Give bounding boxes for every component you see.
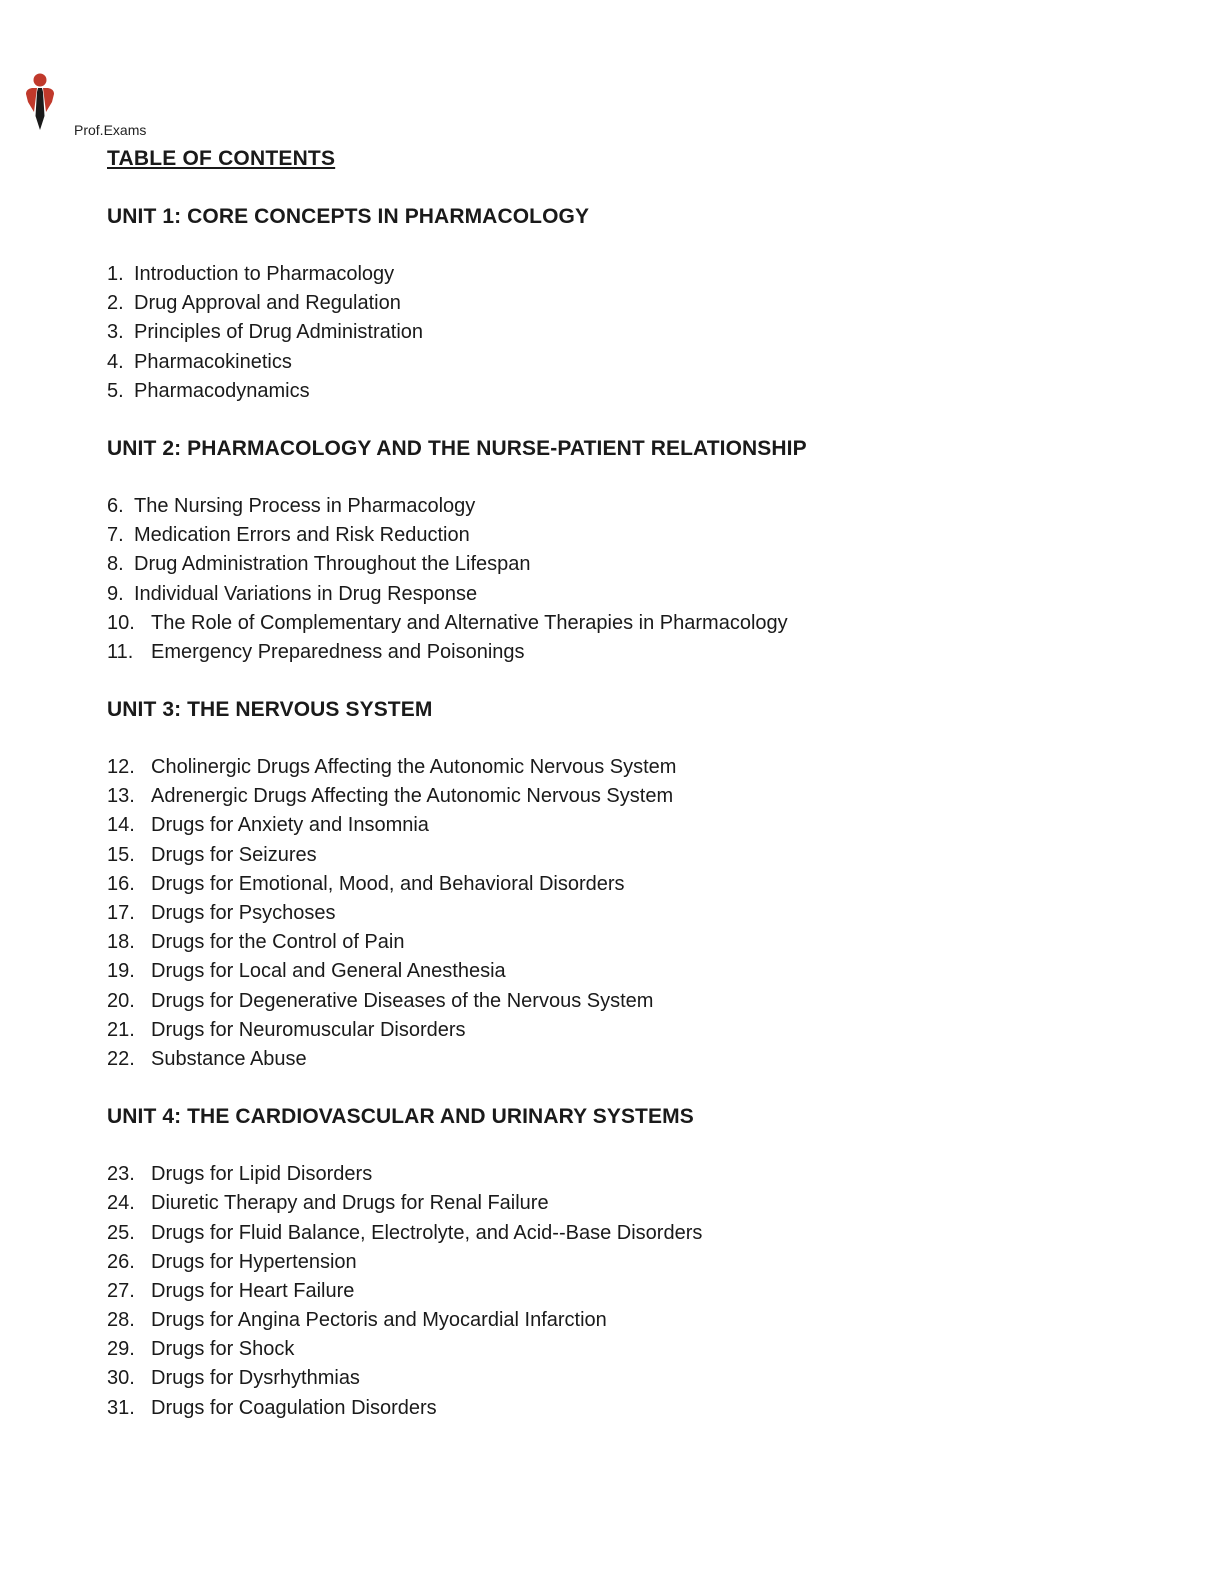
chapter-title: Drugs for Coagulation Disorders: [151, 1396, 437, 1419]
chapter-list: [107, 260, 1167, 406]
toc-title: TABLE OF CONTENTS: [107, 147, 336, 170]
chapter-item: [107, 957, 1167, 986]
unit-heading: UNIT 3: THE NERVOUS SYSTEM: [107, 698, 433, 722]
chapter-item: [107, 1189, 1167, 1218]
chapter-title: Introduction to Pharmacology: [134, 263, 395, 285]
chapter-item: [107, 1394, 1167, 1423]
chapter-list: [107, 753, 1167, 1074]
chapter-item: [107, 753, 1167, 782]
chapter-number: 27.: [107, 1279, 135, 1302]
chapter-item: [107, 609, 1167, 638]
chapter-item: [107, 318, 1167, 347]
chapter-number: 15.: [107, 843, 135, 866]
chapter-number: 29.: [107, 1338, 135, 1361]
chapter-item: [107, 377, 1167, 406]
table-of-contents: [107, 144, 1167, 1423]
chapter-number: 26.: [107, 1250, 135, 1273]
chapter-title: The Nursing Process in Pharmacology: [134, 494, 476, 517]
chapter-number: 25.: [107, 1221, 135, 1244]
chapter-title: Pharmacodynamics: [134, 379, 310, 402]
chapter-title: The Role of Complementary and Alternative Therapies in Pharmacology: [151, 611, 788, 634]
chapter-title: Drugs for Anxiety and Insomnia: [151, 814, 429, 837]
chapter-title: Individual Variations in Drug Response: [134, 582, 478, 605]
chapter-item: [107, 1306, 1167, 1335]
chapter-number: 24.: [107, 1192, 135, 1215]
chapter-title: Cholinergic Drugs Affecting the Autonomic Nervous System: [151, 756, 677, 779]
chapter-item: [107, 638, 1167, 667]
chapter-title: Drugs for Degenerative Diseases of the Nervous System: [151, 989, 654, 1012]
chapter-item: [107, 928, 1167, 957]
chapter-number: 9.: [107, 582, 124, 605]
chapter-item: [107, 492, 1167, 521]
unit-list: [107, 202, 1167, 1423]
chapter-item: [107, 289, 1167, 318]
chapter-item: [107, 1277, 1167, 1306]
chapter-number: 11.: [107, 640, 134, 663]
chapter-number: 28.: [107, 1309, 135, 1332]
chapter-number: 2.: [107, 292, 124, 315]
chapter-number: 12.: [107, 756, 135, 779]
chapter-item: [107, 260, 1167, 289]
chapter-number: 21.: [107, 1018, 135, 1041]
chapter-item: [107, 1016, 1167, 1045]
chapter-title: Drugs for Dysrhythmias: [151, 1367, 360, 1390]
chapter-number: 16.: [107, 872, 135, 895]
unit-section: [107, 1102, 1167, 1423]
chapter-title: Emergency Preparedness and Poisonings: [151, 640, 525, 663]
chapter-number: 30.: [107, 1367, 135, 1390]
chapter-number: 1.: [107, 263, 124, 285]
chapter-item: [107, 870, 1167, 899]
unit-section: [107, 202, 1167, 406]
chapter-list: [107, 492, 1167, 667]
unit-heading: UNIT 4: THE CARDIOVASCULAR AND URINARY SYSTEMS: [107, 1105, 694, 1129]
unit-section: [107, 434, 1167, 667]
chapter-title: Diuretic Therapy and Drugs for Renal Failure: [151, 1192, 549, 1215]
chapter-number: 14.: [107, 814, 135, 837]
chapter-number: 6.: [107, 494, 124, 517]
chapter-number: 3.: [107, 321, 124, 344]
chapter-item: [107, 580, 1167, 609]
chapter-number: 19.: [107, 960, 135, 983]
chapter-item: [107, 1160, 1167, 1189]
chapter-number: 23.: [107, 1163, 135, 1186]
chapter-item: [107, 841, 1167, 870]
chapter-title: Drugs for Psychoses: [151, 902, 336, 924]
chapter-number: 31.: [107, 1396, 135, 1419]
chapter-title: Drug Administration Throughout the Lifespan: [134, 553, 531, 576]
chapter-item: [107, 348, 1167, 377]
chapter-title: Drugs for Lipid Disorders: [151, 1163, 373, 1186]
unit-heading: UNIT 2: PHARMACOLOGY AND THE NURSE-PATIENT RELATIONSHIP: [107, 436, 807, 460]
chapter-title: Drugs for Neuromuscular Disorders: [151, 1018, 466, 1041]
chapter-number: 10.: [107, 611, 135, 634]
chapter-title: Adrenergic Drugs Affecting the Autonomic Nervous System: [151, 785, 674, 808]
brand-name: Prof.Exams: [74, 122, 147, 138]
chapter-item: [107, 1045, 1167, 1074]
chapter-title: Drugs for Local and General Anesthesia: [151, 960, 506, 983]
chapter-item: [107, 1364, 1167, 1393]
chapter-number: 7.: [107, 524, 124, 547]
chapter-number: 8.: [107, 553, 124, 576]
chapter-title: Drugs for the Control of Pain: [151, 931, 405, 954]
chapter-item: [107, 987, 1167, 1016]
chapter-title: Drugs for Angina Pectoris and Myocardial Infarction: [151, 1309, 607, 1332]
chapter-title: Drug Approval and Regulation: [134, 292, 401, 315]
chapter-title: Drugs for Fluid Balance, Electrolyte, and Acid--Base Disorders: [151, 1221, 703, 1244]
chapter-item: [107, 782, 1167, 811]
unit-section: [107, 695, 1167, 1074]
chapter-title: Drugs for Hypertension: [151, 1250, 357, 1273]
chapter-title: Medication Errors and Risk Reduction: [134, 524, 470, 547]
chapter-item: [107, 1335, 1167, 1364]
chapter-number: 22.: [107, 1047, 135, 1070]
chapter-list: [107, 1160, 1167, 1423]
chapter-item: [107, 521, 1167, 550]
chapter-title: Drugs for Heart Failure: [151, 1279, 355, 1302]
chapter-title: Drugs for Emotional, Mood, and Behavioral Disorders: [151, 872, 625, 895]
chapter-number: 20.: [107, 989, 135, 1012]
chapter-item: [107, 1248, 1167, 1277]
chapter-title: Drugs for Seizures: [151, 843, 317, 866]
tie-person-logo-icon: [22, 72, 62, 134]
chapter-number: 17.: [107, 902, 135, 924]
chapter-number: 5.: [107, 379, 124, 402]
chapter-number: 18.: [107, 931, 135, 954]
chapter-item: [107, 550, 1167, 579]
chapter-title: Substance Abuse: [151, 1047, 307, 1070]
chapter-item: [107, 899, 1167, 928]
chapter-title: Drugs for Shock: [151, 1338, 295, 1361]
chapter-title: Pharmacokinetics: [134, 350, 292, 373]
chapter-number: 4.: [107, 350, 124, 373]
chapter-item: [107, 811, 1167, 840]
chapter-number: 13.: [107, 785, 135, 808]
chapter-title: Principles of Drug Administration: [134, 321, 424, 344]
chapter-item: [107, 1219, 1167, 1248]
unit-heading: UNIT 1: CORE CONCEPTS IN PHARMACOLOGY: [107, 205, 590, 228]
